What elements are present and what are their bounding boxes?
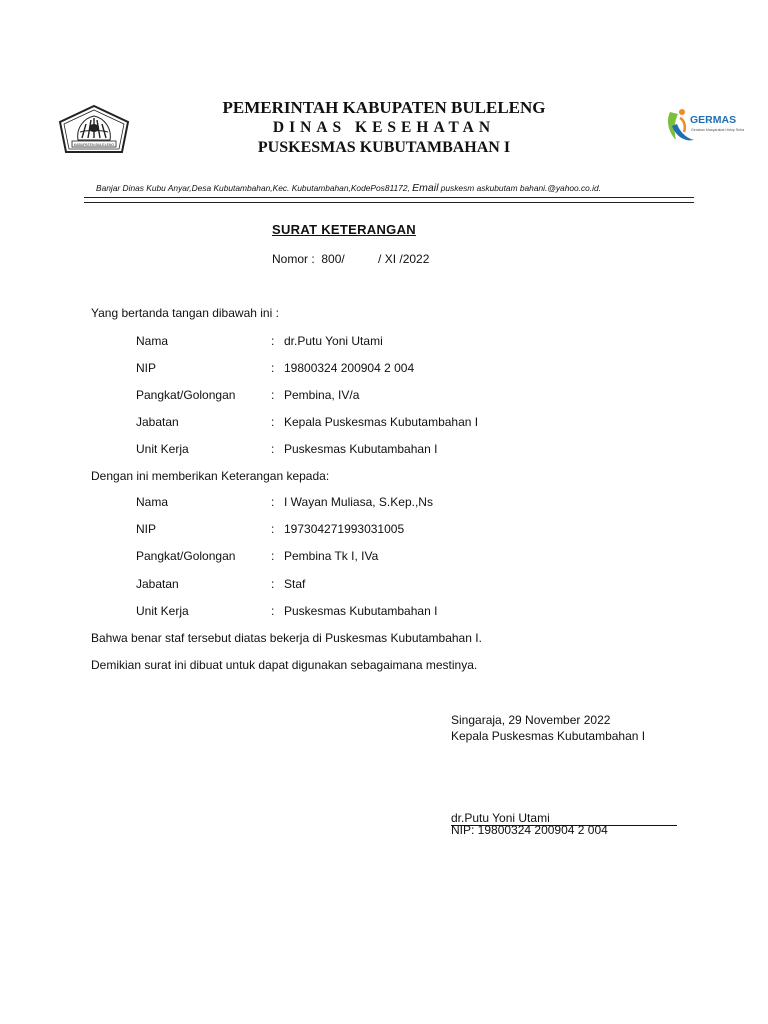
colon: : bbox=[271, 604, 275, 618]
germas-logo-tagline: Gerakan Masyarakat Hidup Sehat bbox=[691, 128, 744, 132]
email-address: puskesm askubutam bahani.@yahoo.co.id. bbox=[438, 183, 602, 193]
colon: : bbox=[271, 442, 275, 456]
colon: : bbox=[271, 577, 275, 591]
subject-nip-value: 197304271993031005 bbox=[284, 522, 405, 536]
subject-nip-label: NIP bbox=[136, 522, 157, 536]
subject-rank-value: Pembina Tk I, IVa bbox=[284, 549, 379, 563]
statement-text: Bahwa benar staf tersebut diatas bekerja di Puskesmas Kubutambahan I. bbox=[91, 631, 482, 645]
place-date: Singaraja, 29 November 2022 bbox=[451, 713, 611, 727]
email-label: Email bbox=[412, 182, 439, 194]
emblem-banner-text: KABUPATEN BULELENG bbox=[73, 143, 115, 147]
colon: : bbox=[271, 495, 275, 509]
signer-nip-label: NIP bbox=[136, 361, 157, 375]
kop-government-line: PEMERINTAH KABUPATEN BULELENG bbox=[222, 98, 546, 117]
signer-name-label: Nama bbox=[136, 334, 169, 348]
kop-institution-line: PUSKESMAS KUBUTAMBAHAN I bbox=[257, 139, 511, 156]
colon: : bbox=[271, 522, 275, 536]
colon: : bbox=[271, 549, 275, 563]
signer-nip-value: 19800324 200904 2 004 bbox=[284, 361, 415, 375]
germas-logo-text: GERMAS bbox=[690, 114, 737, 126]
intro-text: Yang bertanda tangan dibawah ini : bbox=[91, 306, 279, 320]
signer-unit-value: Puskesmas Kubutambahan I bbox=[284, 442, 438, 456]
colon: : bbox=[271, 415, 275, 429]
subject-position-value: Staf bbox=[284, 577, 306, 591]
letterhead-rule-thin bbox=[84, 197, 694, 198]
subject-rank-label: Pangkat/Golongan bbox=[136, 549, 236, 563]
signer-signature-name: dr.Putu Yoni Utami bbox=[451, 811, 677, 826]
colon: : bbox=[271, 388, 275, 402]
subject-unit-value: Puskesmas Kubutambahan I bbox=[284, 604, 438, 618]
signer-name-value: dr.Putu Yoni Utami bbox=[284, 334, 383, 348]
intro2-text: Dengan ini memberikan Keterangan kepada: bbox=[91, 469, 330, 483]
subject-name-label: Nama bbox=[136, 495, 169, 509]
subject-name-value: I Wayan Muliasa, S.Kep.,Ns bbox=[284, 495, 433, 509]
signer-signature-nip: NIP: 19800324 200904 2 004 bbox=[451, 823, 608, 837]
signer-position-value: Kepala Puskesmas Kubutambahan I bbox=[284, 415, 479, 429]
letter-title: SURAT KETERANGAN bbox=[272, 222, 416, 237]
closing-text: Demikian surat ini dibuat untuk dapat digunakan sebagaimana mestinya. bbox=[91, 658, 478, 672]
signer-position-title: Kepala Puskesmas Kubutambahan I bbox=[451, 729, 646, 743]
signer-unit-label: Unit Kerja bbox=[136, 442, 189, 456]
signer-rank-value: Pembina, IV/a bbox=[284, 388, 360, 402]
letterhead-rule-thick bbox=[84, 202, 694, 203]
letterhead-address bbox=[96, 182, 696, 194]
subject-position-label: Jabatan bbox=[136, 577, 179, 591]
signer-rank-label: Pangkat/Golongan bbox=[136, 388, 236, 402]
letter-number: Nomor : 800/ / XI /2022 bbox=[272, 252, 430, 266]
germas-logo bbox=[664, 106, 744, 148]
subject-unit-label: Unit Kerja bbox=[136, 604, 189, 618]
kop-department-line: DINAS KESEHATAN bbox=[272, 119, 496, 136]
address-text: Banjar Dinas Kubu Anyar,Desa Kubutambahan,Kec. Kubutambahan,KodePos81172, bbox=[96, 183, 413, 193]
signer-position-label: Jabatan bbox=[136, 415, 179, 429]
colon: : bbox=[271, 334, 275, 348]
colon: : bbox=[271, 361, 275, 375]
